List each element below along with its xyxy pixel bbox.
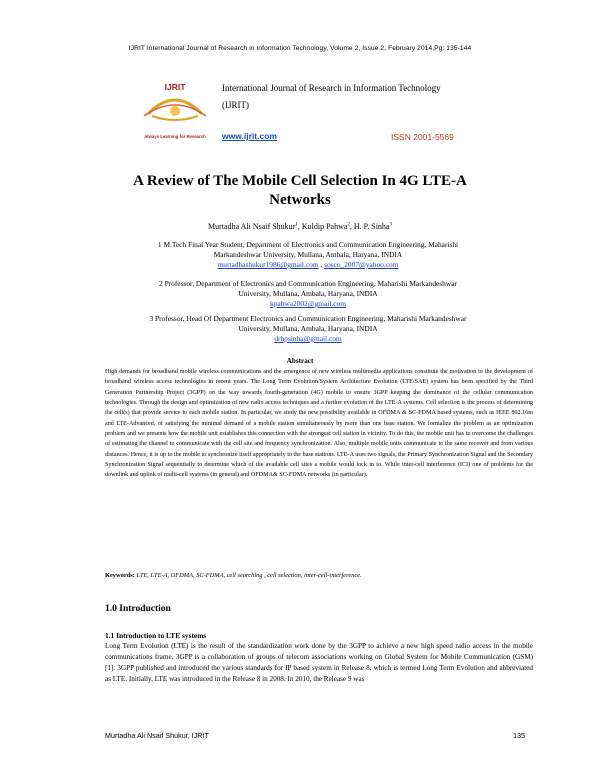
author-2: Kuldip Pahwa xyxy=(301,222,348,231)
issn-number: ISSN 2001-5569 xyxy=(391,132,454,142)
keywords xyxy=(105,572,533,579)
page-number: 135 xyxy=(513,731,525,740)
journal-website-link[interactable]: www.ijrit.com xyxy=(222,131,277,141)
email-separator: , xyxy=(318,260,325,269)
affiliation-1-line1: 1 M.Tech Final Year Student, Department of Electronics and Communication Engineering, Maharishi xyxy=(157,240,459,249)
keywords-label: Keywords: xyxy=(105,572,135,579)
intro-paragraph: Long Term Evolution (LTE) is the result of the standardization work done by the 3GPP to achieve a new high speed radio access in the mobile communications frame. 3GPP is a collaboration of groups of telecom associations working on Global System for Mobile Communication (GSM) [1]. 3GPP published and introduced the various standards for IP based system in Release 8, which is termed Long Term Evolution and abbreviated as LTE. Initially, LTE was introduced in the Release 8 in 2008. In 2010, the Release 9 was xyxy=(105,642,533,683)
journal-logo xyxy=(132,76,218,146)
author-1-affil-mark: 1 xyxy=(295,222,298,228)
affiliation-2 xyxy=(108,279,508,309)
journal-name xyxy=(222,80,441,114)
affiliation-2-line1: 2 Professor, Department of Electronics and Communication Engineering, Maharishi Markandeshwar xyxy=(159,279,457,288)
affiliation-3-line2: University, Mullana, Ambala, Haryana, INDIA xyxy=(238,324,378,333)
email-link[interactable]: sosco_2007@yahoo.com xyxy=(324,260,399,269)
author-1: Murtadha Ali Nsaif Shukur xyxy=(208,222,296,231)
running-header: IJRIT International Journal of Research in Information Technology, Volume 2, Issue 2, February 2014,Pg: 135-144 xyxy=(128,45,472,52)
journal-name-line1: International Journal of Research in Information Technology xyxy=(222,83,441,93)
affiliation-3-line1: 3 Professor, Head Of Department Electronics and Communication Engineering, Maharishi Markandeshwar xyxy=(149,314,467,323)
footer-author: Murtadha Ali Nsaif Shukur, IJRIT xyxy=(105,731,209,740)
author-3-affil-mark: 3 xyxy=(389,222,392,228)
affiliation-1 xyxy=(108,240,508,270)
abstract-body: High demands for broadband mobile wireless communications and the emergence of new wireless multimedia applications constitute the motivation to the development of broadband wireless access technologies in recent years. The Long Term Evolution/System Architecture Evolution (LTE/SAE) system has been specified by the Third Generation Partnership Project (3GPP) on the way towards fourth-generation (4G) mobile to ensure 3GPP keeping the dominance of the cellular communication technologies. Through the design and optimization of new radio access techniques and a further evolution of the LTE-A systems. Cell selection is the process of determining the cell(s) that provide service to each mobile station. In particular, we study the new possibility available in OFDMA & SC-FDMA based systems, such as IEEE 802.16m and LTE-Advanced, of satisfying the minimal demand of a mobile station simultaneously by more than one base station. We formalize the problem as an optimization problem and we presents how the mobile unit establishes this connection with the strongest cell station in vicinity. To do this, the mobile unit has to overcome the challenges of estimating the channel to communicate with the cell site and frequency synchronization. Also, multiple mobile units communicate to the same receiver and from various distances. Hence, it is up to the mobile to synchronize itself appropriately to the base stations. LTE-A uses two signals, the Primary Synchronization Signal and the Secondary Synchronization Signal sequentially to determine which of the available cell sites a mobile would lock in to. While inter-cell interference (ICI) one of problems for the downlink and uplink of multi-cell systems (in general) and OFDMA& SC-FDMA networks (in particular). xyxy=(105,369,533,479)
email-link[interactable]: kpahwa2002@gmail.com xyxy=(270,299,346,308)
title-line1: A Review of The Mobile Cell Selection In 4G LTE-A xyxy=(133,173,467,189)
title-line2: Networks xyxy=(269,192,331,208)
author-2-affil-mark: 2 xyxy=(347,222,350,228)
affiliation-1-line2: Markandeshwar University, Mullana, Ambala, Haryana, INDIA xyxy=(213,250,403,259)
abstract-heading: Abstract xyxy=(286,357,314,365)
logo-text: IJRIT xyxy=(164,82,186,92)
affiliation-2-line2: University, Mullana, Ambala, Haryana, INDIA xyxy=(238,289,378,298)
affiliation-3 xyxy=(108,314,508,344)
email-link[interactable]: drhpsinha@gmail.com xyxy=(274,334,342,343)
author-3: H. P. Sinha xyxy=(353,222,390,231)
keywords-text: LTE, LTE-A, OFDMA, SC-FDMA, cell searching , cell selection, inter-cell-interference. xyxy=(134,572,362,579)
author-list: Murtadha Ali Nsaif Shukur$^1$, Kuldip Pahwa$^2$, H. P. Sinha$^3$ xyxy=(208,222,392,231)
paper-title xyxy=(0,172,600,210)
subsection-heading: 1.1 Introduction to LTE systems xyxy=(105,631,207,640)
journal-name-line2: (IJRIT) xyxy=(222,100,249,110)
email-link[interactable]: murtadhashukur1986@gmail.com xyxy=(217,260,319,269)
section-heading: 1.0 Introduction xyxy=(105,604,171,614)
logo-tagline: Always Learning for Research xyxy=(144,134,206,139)
